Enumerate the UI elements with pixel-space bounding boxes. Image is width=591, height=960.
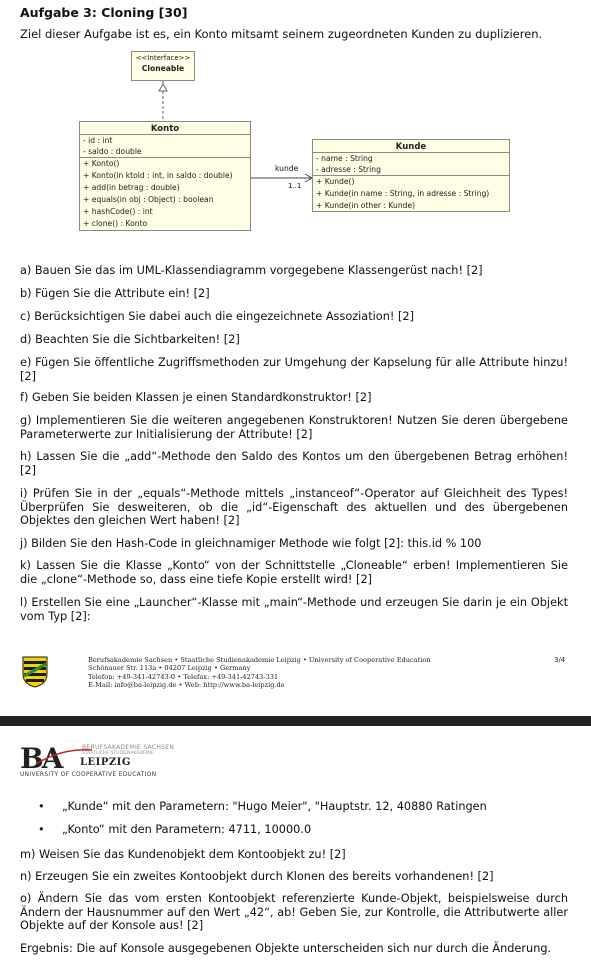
uml-method: + hashCode() : int <box>83 207 153 216</box>
uml-class-name: Kunde <box>395 142 427 152</box>
footer-line: Schönauer Str. 113a • 04207 Leipzig • Germany <box>88 664 251 673</box>
uml-attributes <box>313 152 509 175</box>
bullet-icon: • <box>38 823 45 836</box>
uml-attribute: - name : String <box>316 154 373 163</box>
ba-leipzig-logo <box>20 744 200 780</box>
page-title: Aufgabe 3: Cloning [30] <box>20 5 188 20</box>
footer-line: Telefon: +49-341-42743-0 • Telefax: +49-341-42743-331 <box>88 672 279 681</box>
uml-attributes <box>80 134 250 157</box>
task-n: n) Erzeugen Sie ein zweites Kontoobjekt durch Klonen des bereits vorhandenen! [2] <box>20 870 494 883</box>
page-divider <box>0 716 591 726</box>
uml-attribute: - adresse : String <box>316 165 381 174</box>
task-a: a) Bauen Sie das im UML-Klassendiagramm vorgegebene Klassengerüst nach! [2] <box>20 264 483 277</box>
bullet-icon: • <box>38 800 45 813</box>
task-k: k) Lassen Sie die Klasse „Konto“ von der Schnittstelle „Cloneable“ erben! Implementieren Sie die „clone“-Methode so, dass eine tiefe Kopie erstellt wird! [2] <box>20 559 568 586</box>
page-number: 3/4 <box>554 656 566 664</box>
task-m: m) Weisen Sie das Kundenobjekt dem Kontoobjekt zu! [2] <box>20 848 346 861</box>
ba-logo-line2: STAATLICHE STUDIENAKADEMIE <box>82 751 154 756</box>
uml-method: + Kunde() <box>316 177 355 186</box>
uml-interface-name: Cloneable <box>141 64 185 73</box>
task-c: c) Berücksichtigen Sie dabei auch die eingezeichnete Assoziation! [2] <box>20 310 414 323</box>
uml-interface-stereotype: <<Interface>> <box>135 54 191 62</box>
task-o: o) Ändern Sie das vom ersten Kontoobjekt referenzierte Kunde-Objekt, beispielsweise durch Ändern der Hausnummer auf den Wert „42“, ab! Geben Sie, zur Kontrolle, die Attributwerte aller Objekte auf der Konsole aus! [2] <box>20 892 568 932</box>
uml-methods <box>313 175 509 211</box>
task-g: g) Implementieren Sie die weiteren angegebenen Konstruktoren! Nutzen Sie deren übergebene Parameterwerte zur Initialisierung der Attribute! [2] <box>20 414 568 441</box>
uml-method: + Konto(in ktold : int, in saldo : double) <box>83 171 233 180</box>
footer-line: Berufsakademie Sachsen • Staatliche Studienakademie Leipzig • University of Cooperative Education <box>88 656 431 664</box>
uml-class-name: Konto <box>150 124 180 134</box>
uml-method: + Kunde(in other : Kunde) <box>316 201 416 210</box>
uml-class-konto <box>79 121 251 231</box>
footer-address <box>88 656 431 690</box>
uml-method: + clone() : Konto <box>83 219 148 228</box>
task-d: d) Beachten Sie die Sichtbarkeiten! [2] <box>20 333 240 346</box>
task-h: h) Lassen Sie die „add“-Methode den Saldo des Kontos um den übergebenen Betrag erhöhen! [2] <box>20 450 568 477</box>
ba-logo-city: LEIPZIG <box>80 757 131 768</box>
ba-logo-letters: BA <box>20 742 62 775</box>
association-role: kunde <box>275 164 299 173</box>
list-item-text: „Konto“ mit den Parametern: 4711, 10000.0 <box>62 823 312 836</box>
task-l: l) Erstellen Sie eine „Launcher“-Klasse mit „main“-Methode und erzeugen Sie darin je ein Objekt vom Typ [2]: <box>20 596 568 623</box>
task-e: e) Fügen Sie öffentliche Zugriffsmethoden zur Umgehung der Kapselung für alle Attribute hinzu! [2] <box>20 356 568 383</box>
saxony-coat-of-arms-icon <box>22 656 48 688</box>
association-multiplicity: 1..1 <box>288 182 302 190</box>
uml-method: + Konto() <box>83 159 120 168</box>
page-4 <box>0 726 591 960</box>
task-i: i) Prüfen Sie in der „equals“-Methode mittels „instanceof“-Operator auf Gleichheit des Types! Überprüfen Sie desweiteren, ob die „id“-Eigenschaft des aktuellen und des übergebenen Objektes den gleichen Wert haben! [2] <box>20 487 568 527</box>
uml-methods <box>80 157 250 230</box>
uml-class-diagram <box>78 51 518 233</box>
uml-method: + add(in betrag : double) <box>83 183 180 192</box>
ba-logo-line1: BERUFSAKADEMIE SACHSEN <box>82 744 175 751</box>
task-f: f) Geben Sie beiden Klassen je einen Standardkonstruktor! [2] <box>20 391 372 404</box>
uml-class-kunde <box>312 139 510 212</box>
uml-attribute: - id : int <box>83 136 113 145</box>
list-item-text: „Kunde“ mit den Parametern: "Hugo Meier", "Hauptstr. 12, 40880 Ratingen <box>62 800 487 813</box>
uml-method: + equals(in obj : Object) : boolean <box>83 195 214 204</box>
ba-logo-tagline: UNIVERSITY OF COOPERATIVE EDUCATION <box>20 772 157 778</box>
uml-method: + Kunde(in name : String, in adresse : String) <box>316 189 490 198</box>
footer-line: E-Mail: info@ba-leipzig.de • Web: http://www.ba-leipzig.de <box>88 681 285 690</box>
result-text: Ergebnis: Die auf Konsole ausgegebenen Objekte unterscheiden sich nur durch die Änderung. <box>20 942 552 955</box>
task-j: j) Bilden Sie den Hash-Code in gleichnamiger Methode wie folgt [2]: this.id % 100 <box>20 537 482 550</box>
uml-attribute: - saldo : double <box>83 147 142 156</box>
intro-text: Ziel dieser Aufgabe ist es, ein Konto mitsamt seinem zugeordneten Kunden zu duplizieren. <box>20 27 543 41</box>
task-b: b) Fügen Sie die Attribute ein! [2] <box>20 287 210 300</box>
